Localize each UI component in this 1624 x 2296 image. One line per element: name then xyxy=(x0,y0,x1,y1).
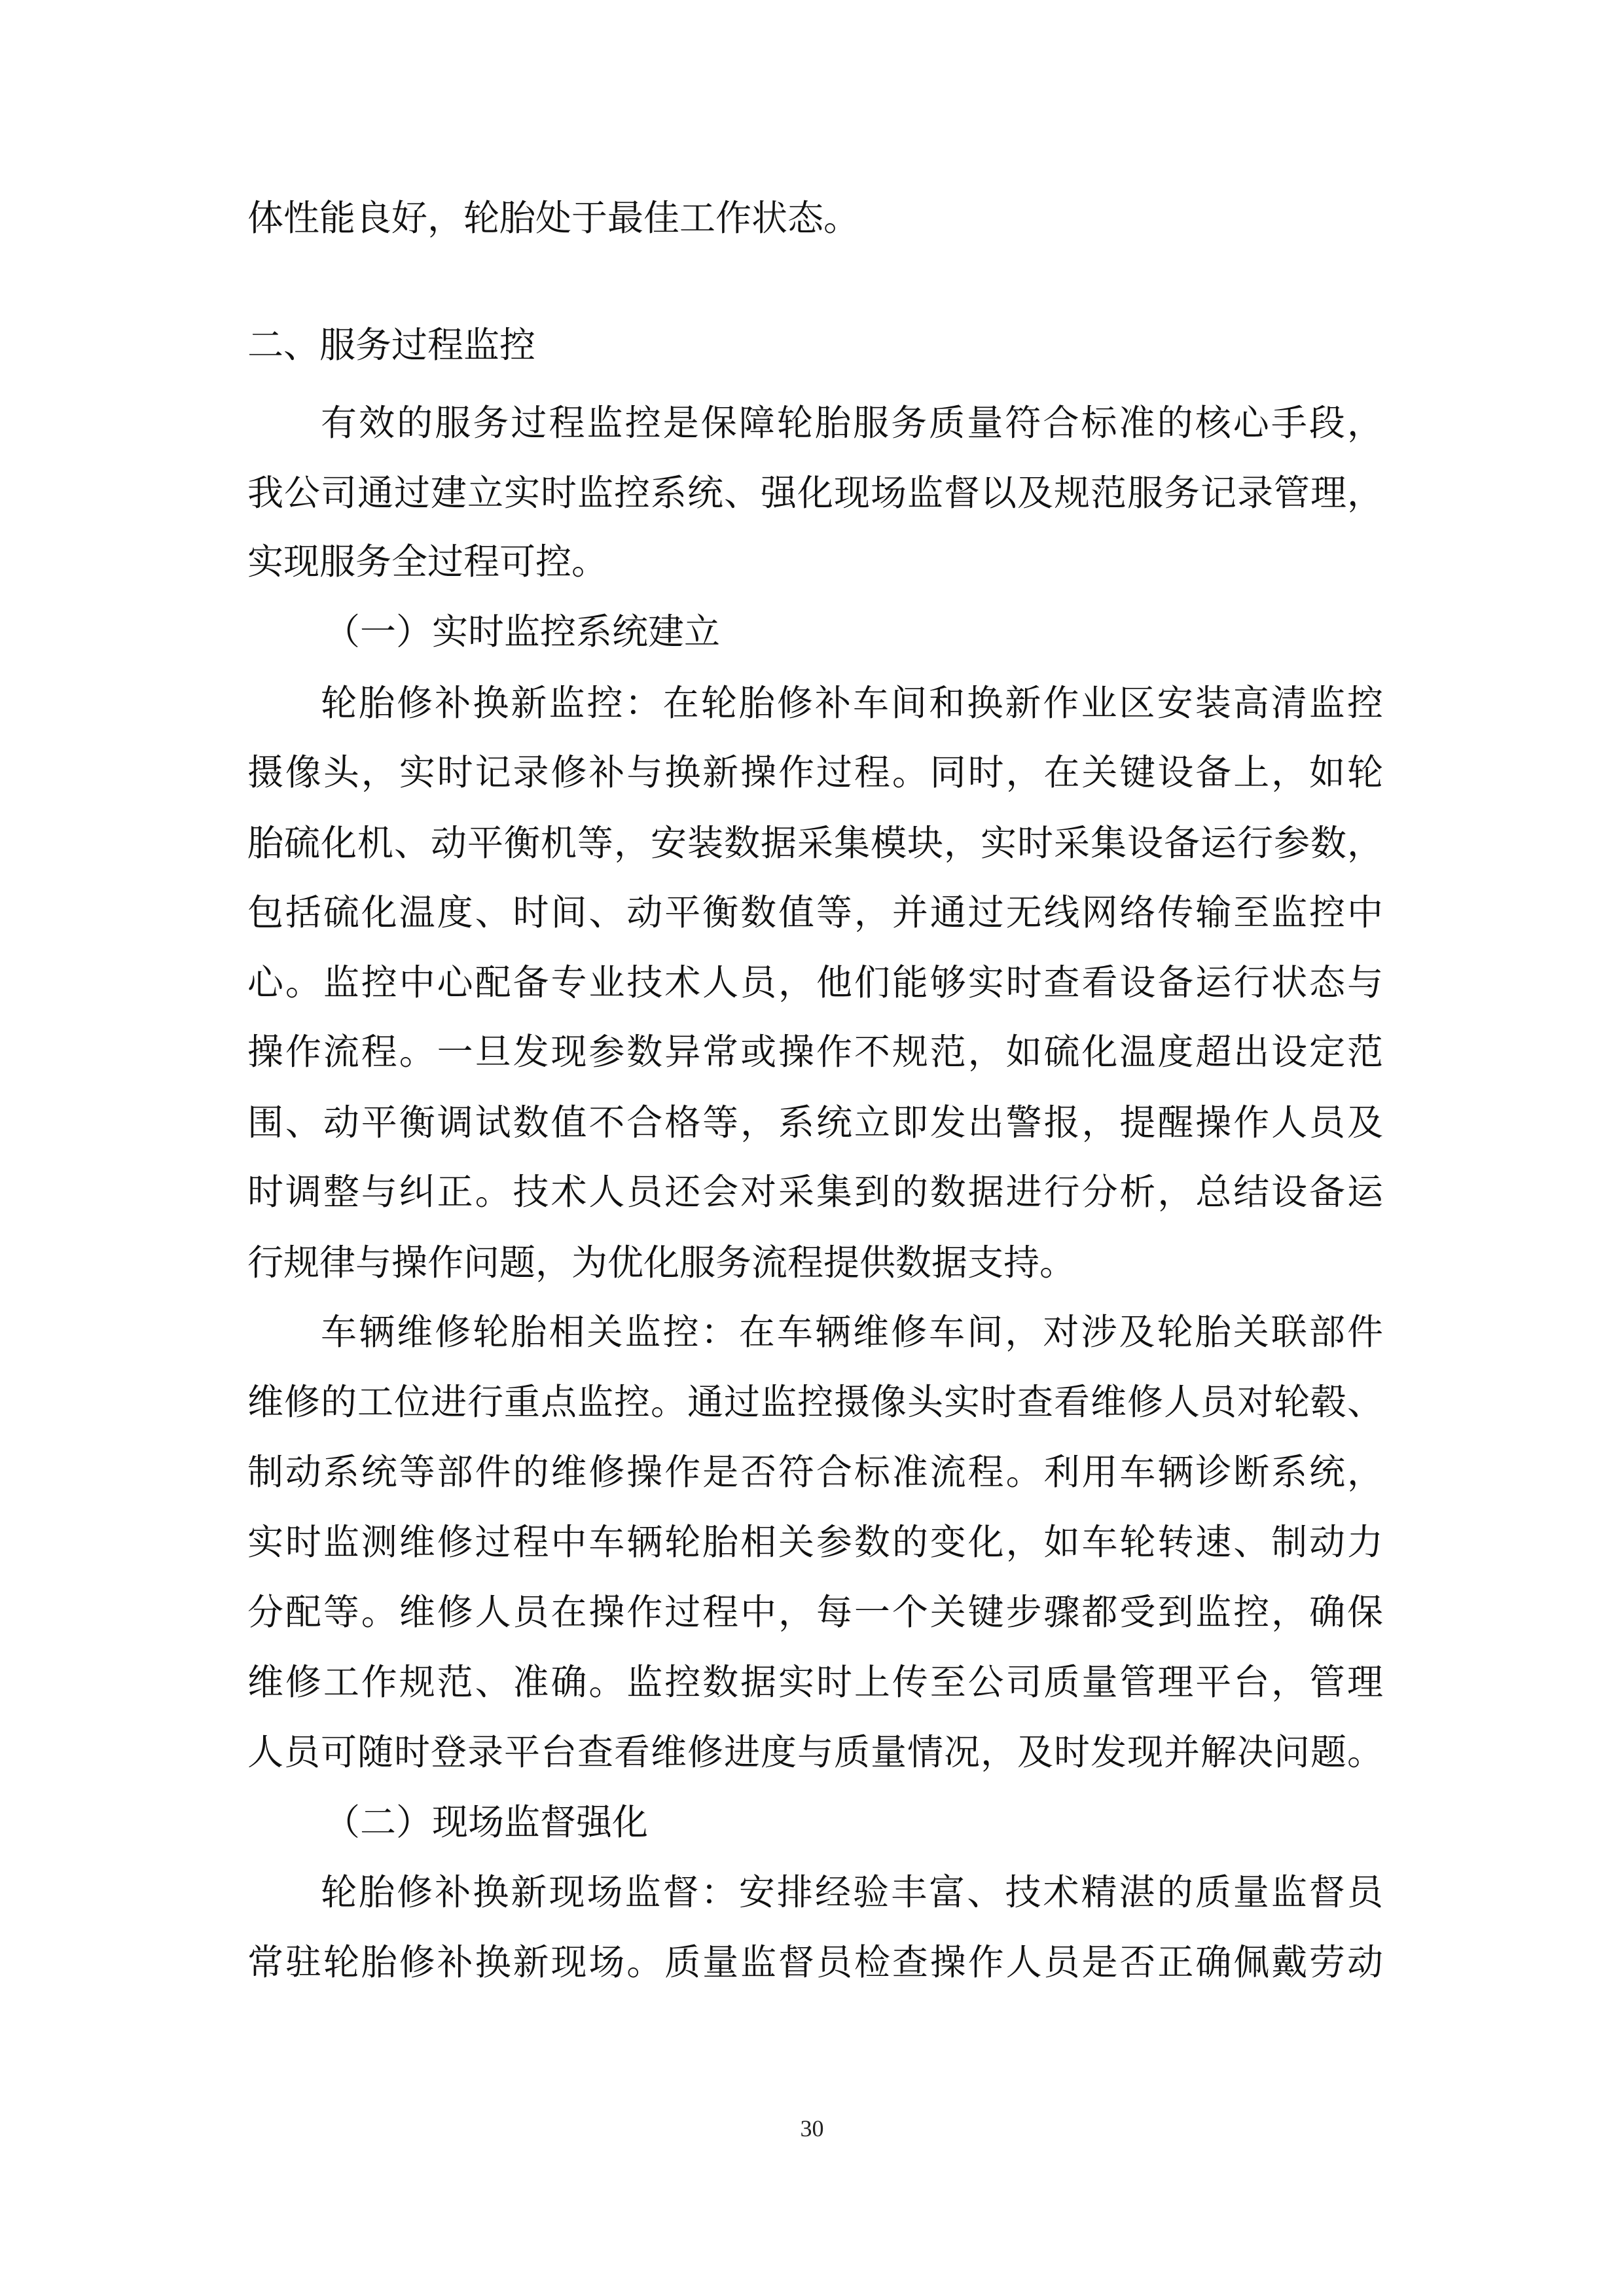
paragraph-line: 轮胎修补换新现场监督：安排经验丰富、技术精湛的质量监督员 xyxy=(321,1871,1383,1913)
paragraph-line: 常驻轮胎修补换新现场。质量监督员检查操作人员是否正确佩戴劳动 xyxy=(247,1941,1383,1983)
paragraph-line: 摄像头，实时记录修补与换新操作过程。同时，在关键设备上，如轮 xyxy=(247,751,1383,793)
paragraph-line: 维修工作规范、准确。监控数据实时上传至公司质量管理平台，管理 xyxy=(247,1661,1383,1703)
paragraph-line: 制动系统等部件的维修操作是否符合标准流程。利用车辆诊断系统， xyxy=(247,1451,1383,1493)
paragraph-line: 心。监控中心配备专业技术人员，他们能够实时查看设备运行状态与 xyxy=(247,961,1383,1003)
paragraph-continuation-line: 体性能良好，轮胎处于最佳工作状态。 xyxy=(247,197,860,239)
paragraph-line: 车辆维修轮胎相关监控：在车辆维修车间，对涉及轮胎关联部件 xyxy=(321,1311,1383,1353)
section-heading: 二、服务过程监控 xyxy=(247,324,536,366)
paragraph-line: 轮胎修补换新监控：在轮胎修补车间和换新作业区安装高清监控 xyxy=(321,682,1383,724)
paragraph-line: 操作流程。一旦发现参数异常或操作不规范，如硫化温度超出设定范 xyxy=(247,1031,1383,1073)
paragraph-line: 包括硫化温度、时间、动平衡数值等，并通过无线网络传输至监控中 xyxy=(247,891,1383,933)
paragraph-line: 维修的工位进行重点监控。通过监控摄像头实时查看维修人员对轮毂、 xyxy=(247,1381,1383,1423)
paragraph-line: 实现服务全过程可控。 xyxy=(247,541,608,583)
paragraph-line: 实时监测维修过程中车辆轮胎相关参数的变化，如车轮转速、制动力 xyxy=(247,1521,1383,1563)
subsection-heading: （一）实时监控系统建立 xyxy=(324,611,721,653)
paragraph-line: 人员可随时登录平台查看维修进度与质量情况，及时发现并解决问题。 xyxy=(247,1731,1383,1773)
paragraph-line: 我公司通过建立实时监控系统、强化现场监督以及规范服务记录管理， xyxy=(247,472,1383,514)
paragraph-line: 行规律与操作问题，为优化服务流程提供数据支持。 xyxy=(247,1242,1076,1283)
page-number: 30 xyxy=(800,2115,824,2142)
paragraph-line: 围、动平衡调试数值不合格等，系统立即发出警报，提醒操作人员及 xyxy=(247,1102,1383,1143)
subsection-heading: （二）现场监督强化 xyxy=(324,1801,649,1843)
paragraph-line: 分配等。维修人员在操作过程中，每一个关键步骤都受到监控，确保 xyxy=(247,1591,1383,1633)
paragraph-line: 有效的服务过程监控是保障轮胎服务质量符合标准的核心手段， xyxy=(321,402,1383,444)
paragraph-line: 时调整与纠正。技术人员还会对采集到的数据进行分析，总结设备运 xyxy=(247,1171,1383,1213)
paragraph-line: 胎硫化机、动平衡机等，安装数据采集模块，实时采集设备运行参数， xyxy=(247,822,1383,864)
